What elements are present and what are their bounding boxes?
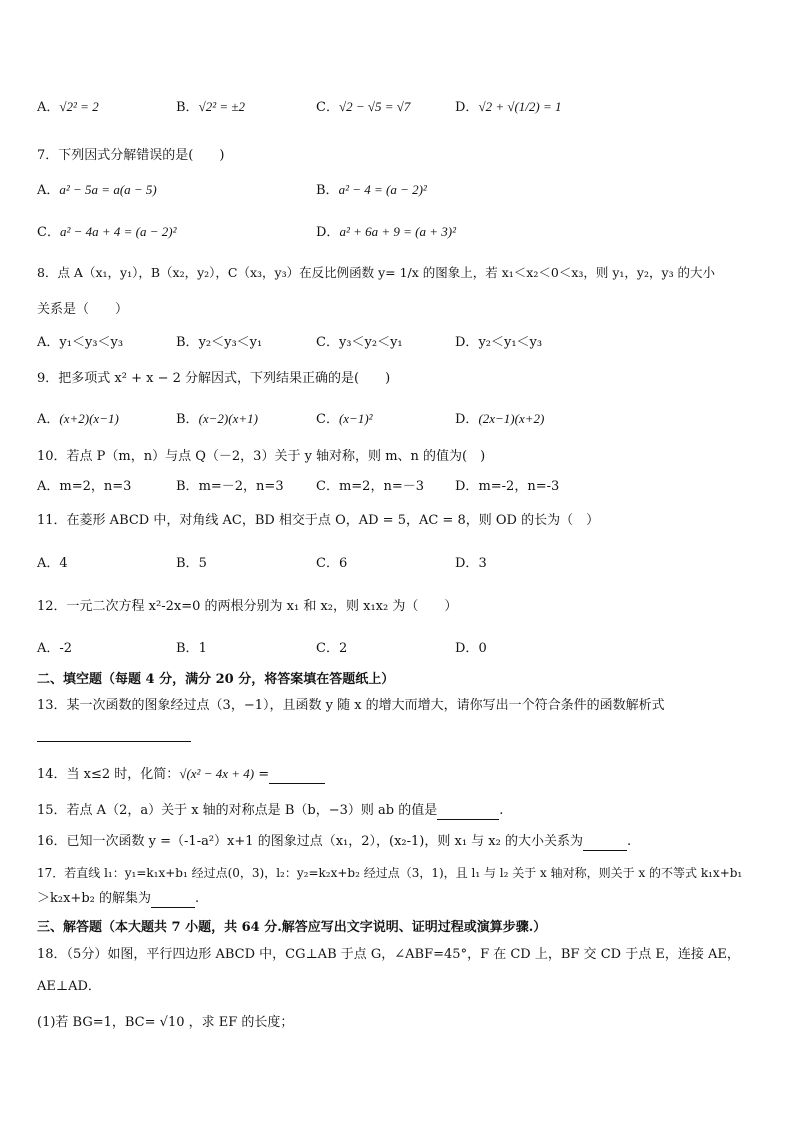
q10-stem: 10．若点 P（m，n）与点 Q（－2，3）关于 y 轴对称，则 m、n 的值为( )	[37, 449, 486, 464]
q14-stem: 14．当 x≤2 时，化简：√(x² − 4x + 4) =	[37, 765, 764, 784]
q11-option-a: A．4	[37, 556, 68, 571]
q9-option-d: D．(2x−1)(x+2)	[455, 411, 545, 427]
q10-option-b: B．m=－2，n=3	[176, 479, 284, 494]
q7-stem: 7．下列因式分解错误的是( )	[37, 148, 225, 163]
section-3-heading: 三、解答题（本大题共 7 小题，共 64 分.解答应写出文字说明、证明过程或演算步骤.）	[37, 920, 547, 935]
q8-option-c: C．y₃＜y₂＜y₁	[316, 335, 403, 350]
q6-option-d: D．√2 + √(1/2) = 1	[455, 99, 562, 115]
q7-option-a: A．a² − 5a = a(a − 5)	[37, 182, 157, 198]
q9-option-b: B．(x−2)(x+1)	[176, 411, 258, 427]
q8-stem-line2: 关系是（ ）	[37, 302, 129, 317]
q10-option-d: D．m=-2，n=-3	[455, 479, 560, 494]
q7-option-d: D．a² + 6a + 9 = (a + 3)²	[316, 224, 456, 240]
q10-option-a: A．m=2，n=3	[37, 479, 132, 494]
q6-option-a: A．√2² = 2	[37, 99, 99, 115]
q12-option-d: D．0	[455, 641, 487, 656]
q11-option-c: C．6	[316, 556, 348, 571]
q14-answer-blank[interactable]	[269, 769, 325, 784]
q18-subquestion-1: (1)若 BG=1，BC= √10 ，求 EF 的长度；	[37, 1015, 294, 1030]
q9-stem: 9．把多项式 x² + x − 2 分解因式，下列结果正确的是( )	[37, 371, 391, 386]
q8-option-b: B．y₂＜y₃＜y₁	[176, 335, 263, 350]
q18-stem-line1: 18．（5分）如图，平行四边形 ABCD 中，CG⊥AB 于点 G，∠ABF=45°，F 在 CD 上，BF 交 CD 于点 E，连接 AE，	[37, 947, 740, 962]
q15-stem: 15．若点 A（2，a）关于 x 轴的对称点是 B（b，−3）则 ab 的值是 .	[37, 803, 504, 818]
q16-stem: 16．已知一次函数 y =（-1-a²）x+1 的图象过点（x₁，2），(x₂-1)，则 x₁ 与 x₂ 的大小关系为 .	[37, 834, 632, 849]
q18-stem-line2: AE⊥AD．	[37, 979, 101, 994]
q11-option-d: D．3	[455, 556, 487, 571]
q11-stem: 11．在菱形 ABCD 中，对角线 AC，BD 相交于点 O，AD = 5，AC = 8，则 OD 的长为（ ）	[37, 513, 600, 528]
q15-answer-blank[interactable]	[437, 805, 499, 820]
q9-option-a: A．(x+2)(x−1)	[37, 411, 119, 427]
q9-option-c: C．(x−1)²	[316, 411, 373, 427]
q7-option-c: C．a² − 4a + 4 = (a − 2)²	[37, 224, 177, 240]
q12-option-b: B．1	[176, 641, 207, 656]
q10-option-c: C．m=2，n=－3	[316, 479, 424, 494]
q17-stem-line1: 17．若直线 l₁：y₁=k₁x+b₁ 经过点(0，3)，l₂：y₂=k₂x+b₂ 经过点（3，1)，且 l₁ 与 l₂ 关于 x 轴对称，则关于 x 的不等式 k₁x+b₁	[37, 866, 743, 880]
q7-option-b: B．a² − 4 = (a − 2)²	[316, 182, 427, 198]
q16-answer-blank[interactable]	[583, 836, 627, 851]
q12-stem: 12．一元二次方程 x²-2x=0 的两根分别为 x₁ 和 x₂，则 x₁x₂ 为（ ）	[37, 599, 458, 614]
q6-option-b: B．√2² = ±2	[176, 99, 246, 115]
q17-stem-line2: ＞k₂x+b₂ 的解集为 .	[37, 891, 200, 906]
q17-answer-blank[interactable]	[151, 893, 195, 908]
q13-stem: 13．某一次函数的图象经过点（3，−1），且函数 y 随 x 的增大而增大，请你写出一个符合条件的函数解析式	[37, 698, 665, 713]
q6-option-c: C．√2 − √5 = √7	[316, 99, 411, 115]
q8-stem-line1: 8．点 A（x₁，y₁），B（x₂，y₂），C（x₃，y₃）在反比例函数 y= 1/x 的图象上，若 x₁＜x₂＜0＜x₃，则 y₁，y₂，y₃ 的大小	[37, 265, 716, 280]
q8-option-d: D．y₂＜y₁＜y₃	[455, 335, 543, 350]
q12-option-a: A．-2	[37, 641, 73, 656]
section-2-heading: 二、填空题（每题 4 分，满分 20 分，将答案填在答题纸上）	[37, 672, 395, 687]
q13-answer-blank[interactable]	[37, 727, 191, 742]
q11-option-b: B．5	[176, 556, 207, 571]
q12-option-c: C．2	[316, 641, 348, 656]
q8-option-a: A．y₁＜y₃＜y₃	[37, 335, 124, 350]
